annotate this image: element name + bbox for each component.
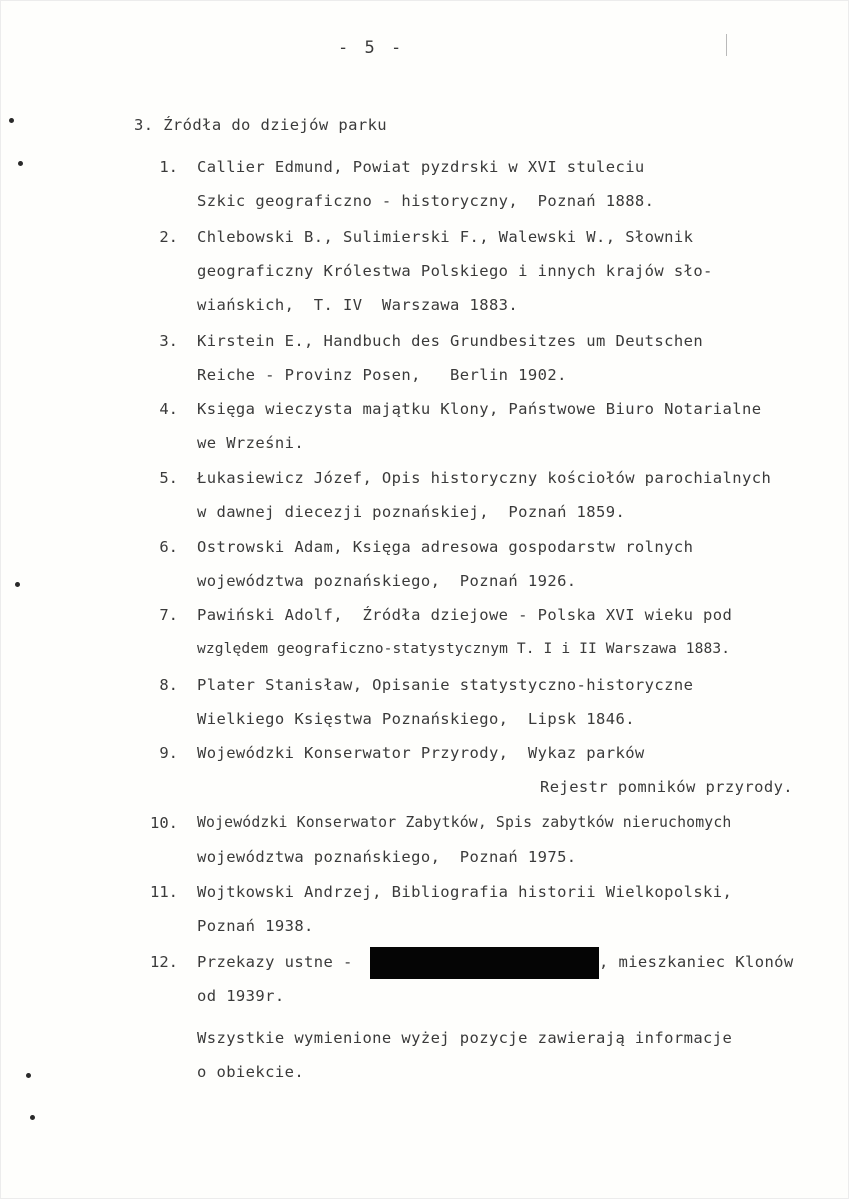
entry-number: 10. xyxy=(150,814,178,832)
margin-speck xyxy=(30,1115,35,1120)
entry-number: 11. xyxy=(150,883,178,901)
entry-line: Reiche - Provinz Posen, Berlin 1902. xyxy=(197,366,567,384)
entry-line: Ostrowski Adam, Księga adresowa gospodarstw rolnych xyxy=(197,538,694,556)
entry-line: w dawnej diecezji poznańskiej, Poznań 1859. xyxy=(197,503,626,521)
entry-line: Wojtkowski Andrzej, Bibliografia historii Wielkopolski, xyxy=(197,883,733,901)
entry-line: Wielkiego Księstwa Poznańskiego, Lipsk 1846. xyxy=(197,710,635,728)
entry-number: 6. xyxy=(159,538,178,556)
margin-speck xyxy=(15,582,20,587)
margin-speck xyxy=(26,1073,31,1078)
margin-pencil-mark xyxy=(726,34,727,56)
entry-line: Rejestr pomników przyrody. xyxy=(540,778,794,796)
entry-number: 12. xyxy=(150,953,178,971)
entry-line: od 1939r. xyxy=(197,987,285,1005)
entry-line: Plater Stanisław, Opisanie statystyczno-historyczne xyxy=(197,676,694,694)
closing-note-line: Wszystkie wymienione wyżej pozycje zawierają informacje xyxy=(197,1029,733,1047)
entry-line: Przekazy ustne - xyxy=(197,953,353,971)
entry-number: 7. xyxy=(159,606,178,624)
entry-number: 9. xyxy=(159,744,178,762)
entry-line: Kirstein E., Handbuch des Grundbesitzes um Deutschen xyxy=(197,332,704,350)
entry-line: geograficzny Królestwa Polskiego i innych krajów sło- xyxy=(197,262,713,280)
entry-number: 3. xyxy=(159,332,178,350)
entry-line: Szkic geograficzno - historyczny, Poznań 1888. xyxy=(197,192,655,210)
entry-line: województwa poznańskiego, Poznań 1975. xyxy=(197,848,577,866)
entry-line: Księga wieczysta majątku Klony, Państwowe Biuro Notarialne xyxy=(197,400,762,418)
entry-number: 8. xyxy=(159,676,178,694)
entry-line: Łukasiewicz Józef, Opis historyczny kościołów parochialnych xyxy=(197,469,772,487)
redaction-block xyxy=(370,947,599,979)
entry-number: 5. xyxy=(159,469,178,487)
entry-line: Callier Edmund, Powiat pyzdrski w XVI stuleciu xyxy=(197,158,645,176)
entry-line: we Wrześni. xyxy=(197,434,305,452)
entry-line: względem geograficzno-statystycznym T. I i II Warszawa 1883. xyxy=(197,640,731,657)
entry-number: 1. xyxy=(159,158,178,176)
entry-line: województwa poznańskiego, Poznań 1926. xyxy=(197,572,577,590)
entry-line: , mieszkaniec Klonów xyxy=(599,953,794,971)
closing-note-line: o obiekcie. xyxy=(197,1063,305,1081)
section-heading: 3. Źródła do dziejów parku xyxy=(134,116,388,134)
entry-line: Wojewódzki Konserwator Zabytków, Spis zabytków nieruchomych xyxy=(197,814,732,831)
entry-line: Wojewódzki Konserwator Przyrody, Wykaz parków xyxy=(197,744,645,762)
margin-speck xyxy=(9,118,14,123)
entry-number: 2. xyxy=(159,228,178,246)
margin-speck xyxy=(18,161,23,166)
page-number: - 5 - xyxy=(338,38,405,58)
entry-number: 4. xyxy=(159,400,178,418)
entry-line: wiańskich, T. IV Warszawa 1883. xyxy=(197,296,519,314)
entry-line: Poznań 1938. xyxy=(197,917,314,935)
entry-line: Pawiński Adolf, Źródła dziejowe - Polska XVI wieku pod xyxy=(197,606,733,624)
entry-line: Chlebowski B., Sulimierski F., Walewski W., Słownik xyxy=(197,228,694,246)
